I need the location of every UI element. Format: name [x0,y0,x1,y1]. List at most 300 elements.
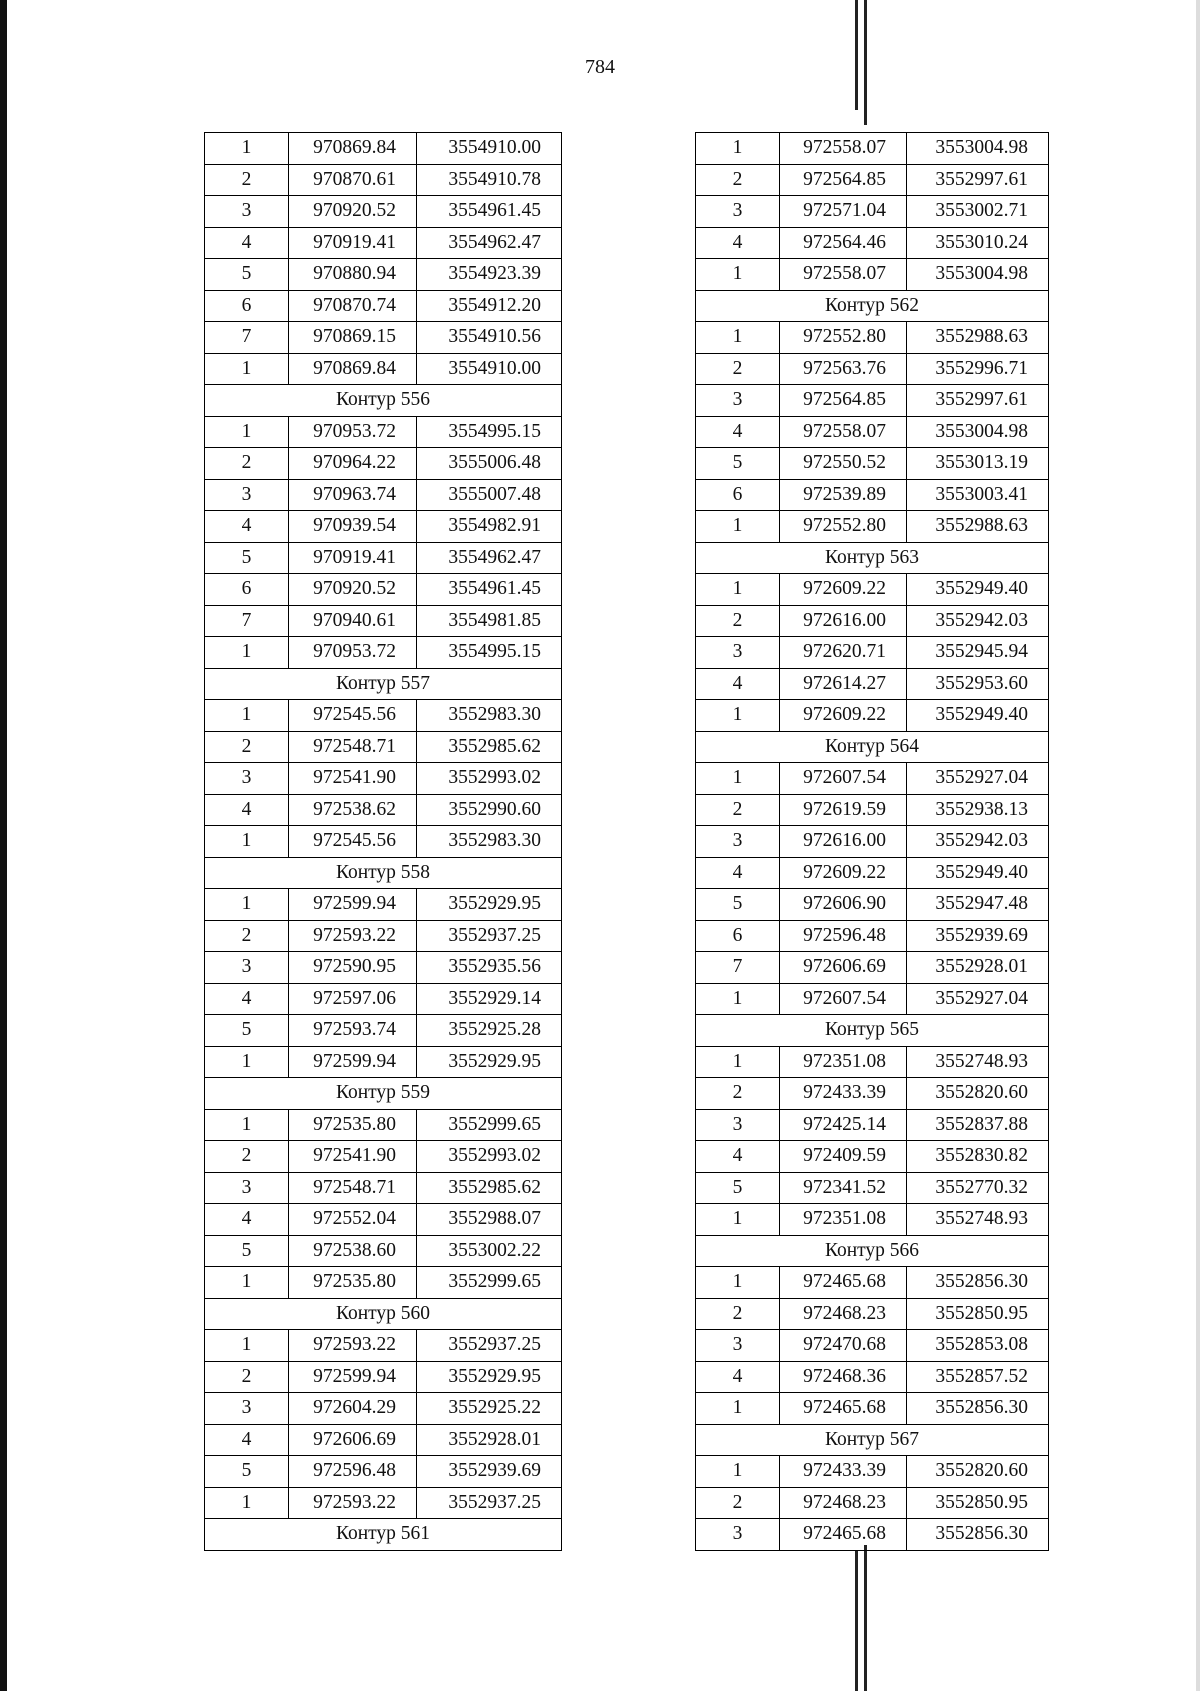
x-coordinate: 972593.22 [289,1487,417,1519]
y-coordinate: 3552985.62 [417,731,562,763]
contour-header-row [205,668,562,700]
y-coordinate: 3552947.48 [907,889,1049,921]
x-coordinate: 972620.71 [780,637,907,669]
table-row [696,1172,1049,1204]
y-coordinate: 3552999.65 [417,1109,562,1141]
y-coordinate: 3552937.25 [417,1330,562,1362]
y-coordinate: 3552938.13 [907,794,1049,826]
x-coordinate: 972433.39 [780,1078,907,1110]
y-coordinate: 3554982.91 [417,511,562,543]
point-number: 6 [205,574,289,606]
point-number: 1 [696,1456,780,1488]
table-row [205,700,562,732]
table-row [696,322,1049,354]
point-number: 1 [696,574,780,606]
table-row [205,416,562,448]
page-number: 784 [585,56,615,78]
point-number: 1 [205,826,289,858]
point-number: 2 [205,1361,289,1393]
contour-label: Контур 563 [696,542,1049,574]
point-number: 2 [205,448,289,480]
x-coordinate: 972465.68 [780,1267,907,1299]
x-coordinate: 972541.90 [289,763,417,795]
contour-label: Контур 561 [205,1519,562,1551]
x-coordinate: 972535.80 [289,1267,417,1299]
y-coordinate: 3552929.95 [417,1046,562,1078]
point-number: 6 [696,479,780,511]
contour-label: Контур 566 [696,1235,1049,1267]
table-row [205,1172,562,1204]
point-number: 4 [205,511,289,543]
contour-label: Контур 564 [696,731,1049,763]
y-coordinate: 3552999.65 [417,1267,562,1299]
point-number: 3 [696,1519,780,1551]
point-number: 1 [205,133,289,165]
table-row [205,637,562,669]
table-row [205,574,562,606]
x-coordinate: 970919.41 [289,542,417,574]
point-number: 3 [696,826,780,858]
x-coordinate: 972552.04 [289,1204,417,1236]
y-coordinate: 3554912.20 [417,290,562,322]
contour-header-row [205,1298,562,1330]
contour-label: Контур 562 [696,290,1049,322]
point-number: 1 [205,416,289,448]
table-row [696,637,1049,669]
table-row [205,1046,562,1078]
table-row [696,1393,1049,1425]
x-coordinate: 970953.72 [289,637,417,669]
x-coordinate: 972606.90 [780,889,907,921]
table-row [205,1361,562,1393]
point-number: 2 [696,164,780,196]
point-number: 1 [205,1046,289,1078]
contour-label: Контур 567 [696,1424,1049,1456]
point-number: 3 [205,196,289,228]
point-number: 3 [205,952,289,984]
contour-header-row [205,385,562,417]
x-coordinate: 972468.23 [780,1487,907,1519]
table-row [205,983,562,1015]
table-row [696,1519,1049,1551]
table-row [696,385,1049,417]
x-coordinate: 972470.68 [780,1330,907,1362]
x-coordinate: 970939.54 [289,511,417,543]
table-row [696,574,1049,606]
y-coordinate: 3552820.60 [907,1456,1049,1488]
x-coordinate: 970869.84 [289,353,417,385]
point-number: 3 [696,385,780,417]
point-number: 1 [205,700,289,732]
table-row [205,1015,562,1047]
point-number: 4 [696,1141,780,1173]
x-coordinate: 972593.22 [289,1330,417,1362]
scan-binding-line [864,1545,867,1691]
point-number: 1 [696,1393,780,1425]
y-coordinate: 3552935.56 [417,952,562,984]
point-number: 4 [205,1424,289,1456]
y-coordinate: 3552856.30 [907,1393,1049,1425]
y-coordinate: 3552942.03 [907,605,1049,637]
x-coordinate: 972535.80 [289,1109,417,1141]
y-coordinate: 3552928.01 [907,952,1049,984]
x-coordinate: 972593.22 [289,920,417,952]
y-coordinate: 3552927.04 [907,983,1049,1015]
y-coordinate: 3553013.19 [907,448,1049,480]
y-coordinate: 3552929.95 [417,1361,562,1393]
y-coordinate: 3552988.07 [417,1204,562,1236]
x-coordinate: 972552.80 [780,511,907,543]
y-coordinate: 3553002.22 [417,1235,562,1267]
y-coordinate: 3553004.98 [907,416,1049,448]
table-row [205,1204,562,1236]
contour-label: Контур 557 [205,668,562,700]
x-coordinate: 970869.84 [289,133,417,165]
contour-label: Контур 560 [205,1298,562,1330]
point-number: 1 [205,1267,289,1299]
y-coordinate: 3552997.61 [907,164,1049,196]
y-coordinate: 3552837.88 [907,1109,1049,1141]
y-coordinate: 3552942.03 [907,826,1049,858]
table-row [696,511,1049,543]
x-coordinate: 972351.08 [780,1046,907,1078]
x-coordinate: 972604.29 [289,1393,417,1425]
table-row [205,448,562,480]
y-coordinate: 3553003.41 [907,479,1049,511]
table-row [696,763,1049,795]
x-coordinate: 972541.90 [289,1141,417,1173]
contour-header-row [205,857,562,889]
contour-label: Контур 558 [205,857,562,889]
y-coordinate: 3552985.62 [417,1172,562,1204]
x-coordinate: 972425.14 [780,1109,907,1141]
y-coordinate: 3552748.93 [907,1204,1049,1236]
x-coordinate: 972468.23 [780,1298,907,1330]
x-coordinate: 972545.56 [289,826,417,858]
point-number: 2 [696,353,780,385]
point-number: 1 [696,983,780,1015]
contour-header-row [205,1519,562,1551]
point-number: 1 [696,1267,780,1299]
point-number: 1 [696,763,780,795]
point-number: 5 [205,1015,289,1047]
x-coordinate: 972465.68 [780,1519,907,1551]
y-coordinate: 3554910.00 [417,353,562,385]
point-number: 1 [696,133,780,165]
point-number: 4 [696,668,780,700]
y-coordinate: 3552937.25 [417,920,562,952]
point-number: 5 [205,259,289,291]
point-number: 2 [205,164,289,196]
y-coordinate: 3552949.40 [907,700,1049,732]
point-number: 2 [205,1141,289,1173]
table-row [696,1204,1049,1236]
x-coordinate: 972548.71 [289,1172,417,1204]
x-coordinate: 972563.76 [780,353,907,385]
point-number: 7 [205,605,289,637]
table-row [205,1393,562,1425]
table-row [696,1141,1049,1173]
contour-label: Контур 565 [696,1015,1049,1047]
point-number: 2 [205,731,289,763]
x-coordinate: 970870.61 [289,164,417,196]
x-coordinate: 972564.85 [780,385,907,417]
point-number: 1 [696,700,780,732]
table-row [696,1330,1049,1362]
x-coordinate: 972596.48 [289,1456,417,1488]
x-coordinate: 972599.94 [289,1361,417,1393]
table-row [696,952,1049,984]
x-coordinate: 972548.71 [289,731,417,763]
table-row [696,196,1049,228]
contour-label: Контур 559 [205,1078,562,1110]
y-coordinate: 3554910.56 [417,322,562,354]
table-row [696,479,1049,511]
x-coordinate: 972571.04 [780,196,907,228]
x-coordinate: 970953.72 [289,416,417,448]
table-row [696,133,1049,165]
x-coordinate: 972558.07 [780,416,907,448]
x-coordinate: 972616.00 [780,605,907,637]
y-coordinate: 3554962.47 [417,227,562,259]
point-number: 4 [696,227,780,259]
table-row [205,952,562,984]
x-coordinate: 972564.46 [780,227,907,259]
y-coordinate: 3552850.95 [907,1298,1049,1330]
point-number: 1 [696,259,780,291]
table-row [696,857,1049,889]
table-row [696,826,1049,858]
table-row [205,1267,562,1299]
table-row [205,1235,562,1267]
y-coordinate: 3554962.47 [417,542,562,574]
x-coordinate: 972609.22 [780,700,907,732]
y-coordinate: 3552996.71 [907,353,1049,385]
table-row [696,164,1049,196]
table-row [205,1330,562,1362]
contour-header-row [696,1424,1049,1456]
x-coordinate: 972558.07 [780,259,907,291]
point-number: 4 [696,416,780,448]
table-row [696,1267,1049,1299]
y-coordinate: 3552925.28 [417,1015,562,1047]
x-coordinate: 972558.07 [780,133,907,165]
x-coordinate: 972607.54 [780,763,907,795]
point-number: 3 [205,479,289,511]
coordinates-table-right [695,132,1049,1551]
point-number: 4 [205,983,289,1015]
y-coordinate: 3552949.40 [907,857,1049,889]
table-row [205,479,562,511]
y-coordinate: 3553010.24 [907,227,1049,259]
y-coordinate: 3554995.15 [417,637,562,669]
table-row [696,1109,1049,1141]
x-coordinate: 972545.56 [289,700,417,732]
y-coordinate: 3555006.48 [417,448,562,480]
point-number: 7 [696,952,780,984]
x-coordinate: 972590.95 [289,952,417,984]
table-row [205,290,562,322]
y-coordinate: 3552830.82 [907,1141,1049,1173]
x-coordinate: 972609.22 [780,857,907,889]
table-row [205,259,562,291]
point-number: 1 [696,1204,780,1236]
y-coordinate: 3553004.98 [907,133,1049,165]
table-row [205,794,562,826]
x-coordinate: 972616.00 [780,826,907,858]
table-row [205,1456,562,1488]
point-number: 6 [696,920,780,952]
point-number: 2 [696,1078,780,1110]
x-coordinate: 970964.22 [289,448,417,480]
point-number: 5 [696,448,780,480]
y-coordinate: 3552945.94 [907,637,1049,669]
point-number: 4 [205,794,289,826]
x-coordinate: 970920.52 [289,196,417,228]
table-row [696,416,1049,448]
point-number: 2 [696,1487,780,1519]
contour-header-row [205,1078,562,1110]
y-coordinate: 3555007.48 [417,479,562,511]
table-row [205,605,562,637]
y-coordinate: 3552770.32 [907,1172,1049,1204]
table-row [205,1109,562,1141]
y-coordinate: 3554910.00 [417,133,562,165]
y-coordinate: 3554961.45 [417,574,562,606]
point-number: 3 [696,637,780,669]
point-number: 3 [205,763,289,795]
table-row [205,542,562,574]
x-coordinate: 970919.41 [289,227,417,259]
y-coordinate: 3552928.01 [417,1424,562,1456]
point-number: 1 [205,889,289,921]
y-coordinate: 3552983.30 [417,700,562,732]
point-number: 7 [205,322,289,354]
point-number: 3 [205,1172,289,1204]
point-number: 1 [205,353,289,385]
y-coordinate: 3552949.40 [907,574,1049,606]
x-coordinate: 972597.06 [289,983,417,1015]
x-coordinate: 972433.39 [780,1456,907,1488]
y-coordinate: 3552997.61 [907,385,1049,417]
point-number: 1 [205,637,289,669]
contour-label: Контур 556 [205,385,562,417]
y-coordinate: 3552993.02 [417,1141,562,1173]
table-row [696,1046,1049,1078]
x-coordinate: 972564.85 [780,164,907,196]
contour-header-row [696,290,1049,322]
table-row [696,1078,1049,1110]
table-row [696,700,1049,732]
table-row [696,794,1049,826]
x-coordinate: 972465.68 [780,1393,907,1425]
y-coordinate: 3552925.22 [417,1393,562,1425]
table-row [205,322,562,354]
point-number: 6 [205,290,289,322]
table-row [205,1424,562,1456]
x-coordinate: 972609.22 [780,574,907,606]
table-row [205,1141,562,1173]
point-number: 3 [205,1393,289,1425]
scan-binding-line [855,0,858,110]
x-coordinate: 972599.94 [289,1046,417,1078]
y-coordinate: 3552856.30 [907,1519,1049,1551]
scan-edge-right [1196,0,1200,1691]
contour-header-row [696,542,1049,574]
point-number: 5 [205,542,289,574]
y-coordinate: 3552983.30 [417,826,562,858]
y-coordinate: 3552939.69 [417,1456,562,1488]
y-coordinate: 3552929.95 [417,889,562,921]
table-row [696,1456,1049,1488]
y-coordinate: 3552939.69 [907,920,1049,952]
point-number: 3 [696,1109,780,1141]
table-row [205,227,562,259]
point-number: 5 [205,1235,289,1267]
x-coordinate: 972550.52 [780,448,907,480]
y-coordinate: 3552853.08 [907,1330,1049,1362]
table-row [696,1361,1049,1393]
x-coordinate: 972552.80 [780,322,907,354]
x-coordinate: 970869.15 [289,322,417,354]
y-coordinate: 3552856.30 [907,1267,1049,1299]
table-row [205,1487,562,1519]
x-coordinate: 972468.36 [780,1361,907,1393]
table-row [205,889,562,921]
contour-header-row [696,1015,1049,1047]
table-row [205,511,562,543]
y-coordinate: 3554981.85 [417,605,562,637]
x-coordinate: 972606.69 [289,1424,417,1456]
table-row [205,920,562,952]
x-coordinate: 972538.62 [289,794,417,826]
table-row [205,164,562,196]
x-coordinate: 972351.08 [780,1204,907,1236]
x-coordinate: 972619.59 [780,794,907,826]
table-row [205,763,562,795]
y-coordinate: 3552953.60 [907,668,1049,700]
y-coordinate: 3552850.95 [907,1487,1049,1519]
table-row [696,1298,1049,1330]
y-coordinate: 3552820.60 [907,1078,1049,1110]
table-row [696,1487,1049,1519]
point-number: 3 [696,196,780,228]
table-row [205,826,562,858]
y-coordinate: 3552937.25 [417,1487,562,1519]
y-coordinate: 3552927.04 [907,763,1049,795]
table-row [696,983,1049,1015]
y-coordinate: 3554961.45 [417,196,562,228]
x-coordinate: 972596.48 [780,920,907,952]
y-coordinate: 3552990.60 [417,794,562,826]
contour-header-row [696,1235,1049,1267]
table-body-right [696,133,1049,1551]
point-number: 5 [696,1172,780,1204]
x-coordinate: 970870.74 [289,290,417,322]
point-number: 1 [205,1487,289,1519]
table-row [205,133,562,165]
x-coordinate: 972539.89 [780,479,907,511]
x-coordinate: 970920.52 [289,574,417,606]
point-number: 1 [696,511,780,543]
table-row [696,605,1049,637]
table-row [696,227,1049,259]
y-coordinate: 3552993.02 [417,763,562,795]
y-coordinate: 3552988.63 [907,322,1049,354]
point-number: 4 [696,857,780,889]
y-coordinate: 3552929.14 [417,983,562,1015]
point-number: 3 [696,1330,780,1362]
